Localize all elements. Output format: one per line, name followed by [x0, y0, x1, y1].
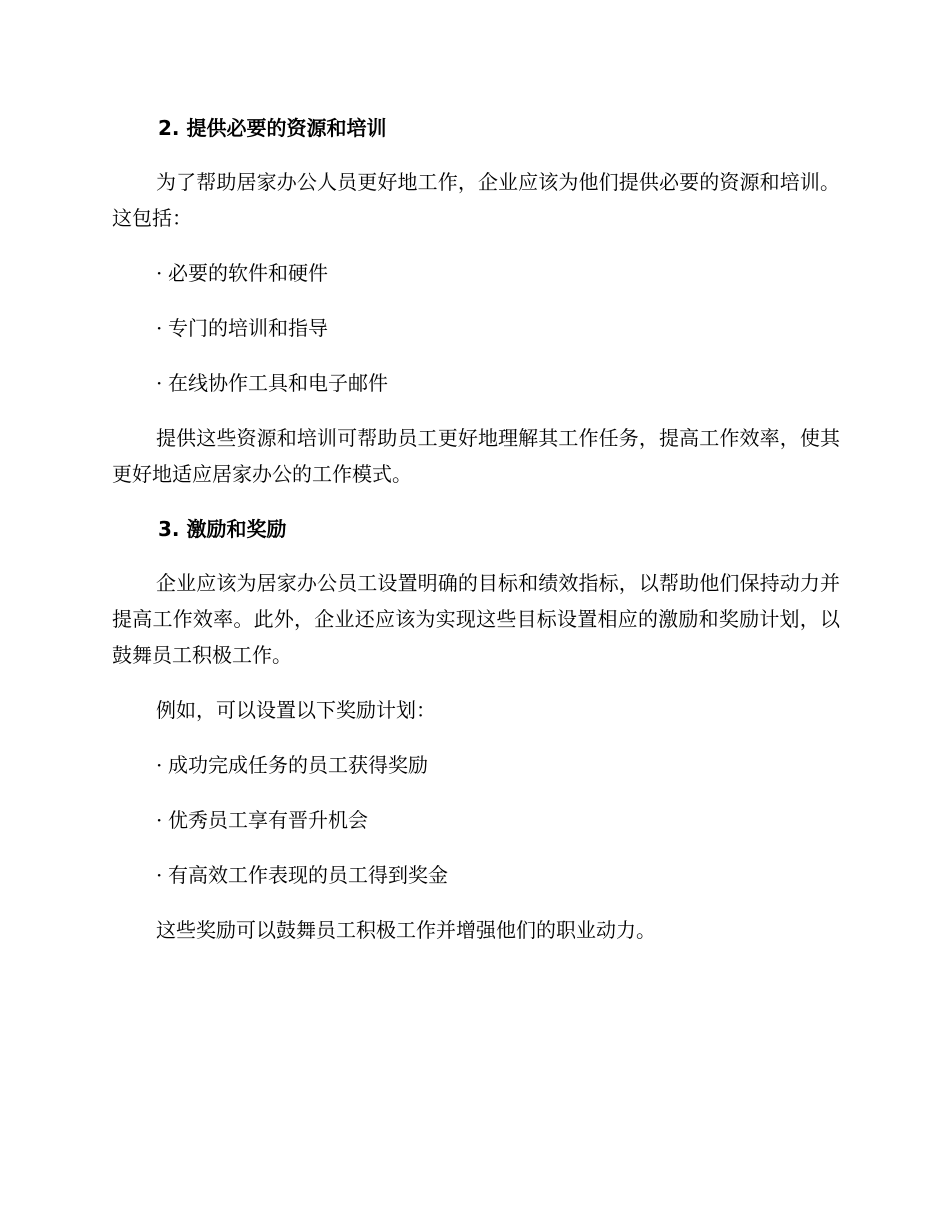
- bullet-dot: ·: [156, 863, 163, 887]
- bullet-dot: ·: [156, 261, 163, 285]
- bullet-item: [156, 255, 840, 291]
- bullet-text: 优秀员工享有晋升机会: [168, 808, 368, 832]
- bullet-text: 在线协作工具和电子邮件: [168, 371, 388, 395]
- paragraph-resources-intro: 为了帮助居家办公人员更好地工作，企业应该为他们提供必要的资源和培训。这包括：: [112, 170, 840, 230]
- bullet-item: [156, 365, 840, 401]
- paragraph-incentives-outro: 这些奖励可以鼓舞员工积极工作并增强他们的职业动力。: [156, 918, 656, 942]
- bullet-dot: ·: [156, 808, 163, 832]
- section-heading-incentives: 3. 激励和奖励: [158, 517, 287, 541]
- bullet-text: 专门的培训和指导: [168, 316, 328, 340]
- section-heading-resources: 2. 提供必要的资源和培训: [158, 116, 387, 140]
- bullet-item: [156, 802, 840, 838]
- bullet-item: [156, 857, 840, 893]
- bullet-text: 必要的软件和硬件: [168, 261, 328, 285]
- bullet-dot: ·: [156, 371, 163, 395]
- bullet-item: [156, 310, 840, 346]
- bullet-text: 成功完成任务的员工获得奖励: [168, 753, 428, 777]
- bullet-dot: ·: [156, 316, 163, 340]
- paragraph-incentives-example: 例如，可以设置以下奖励计划：: [156, 698, 436, 722]
- paragraph-resources-outro: 提供这些资源和培训可帮助员工更好地理解其工作任务，提高工作效率，使其更好地适应居家办公的工作模式。: [112, 426, 840, 486]
- bullet-dot: ·: [156, 753, 163, 777]
- bullet-item: [156, 747, 840, 783]
- paragraph-incentives-intro: 企业应该为居家办公员工设置明确的目标和绩效指标，以帮助他们保持动力并提高工作效率。此外，企业还应该为实现这些目标设置相应的激励和奖励计划，以鼓舞员工积极工作。: [112, 571, 840, 667]
- bullet-text: 有高效工作表现的员工得到奖金: [168, 863, 448, 887]
